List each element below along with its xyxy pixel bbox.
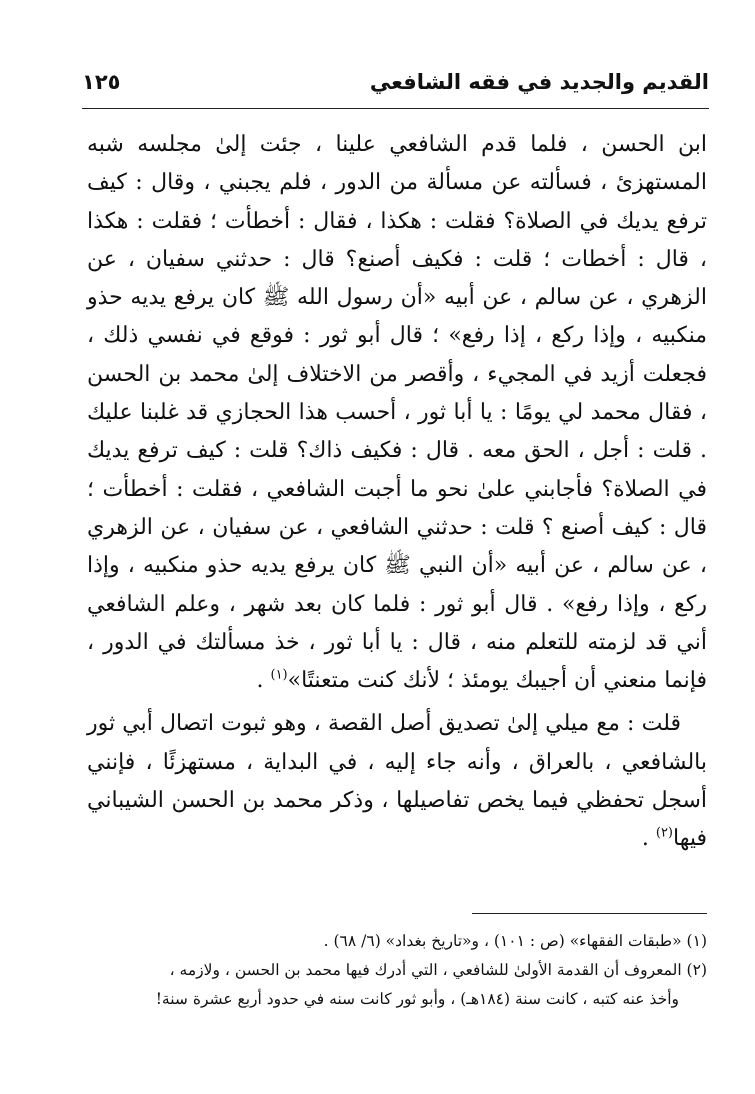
running-title: القديم والجديد في فقه الشافعي	[369, 70, 709, 94]
footnote-ref-1[interactable]: (١)	[270, 667, 288, 683]
paragraph-2-text: قلت : مع ميلي إلىٰ تصديق أصل القصة ، وهو ثبوت اتصال أبي ثور بالشافعي ، بالعراق ، وأنه جاء إليه ، في البداية ، مستهزئًا ، فإنني أسجل تحفظي فيما يخص تفاصيلها ، وذكر محمد بن الحسن الشيباني فيها	[87, 711, 707, 852]
footnote-1: (١) «طبقات الفقهاء» (ص : ١٠١) ، و«تاريخ بغداد» (٦/ ٦٨) .	[323, 932, 707, 950]
running-header	[82, 64, 709, 108]
paragraph-1	[87, 126, 707, 700]
paragraph-2-end: .	[641, 826, 656, 852]
paragraph-2	[87, 705, 707, 858]
footnote-ref-2[interactable]: (٢)	[655, 826, 673, 842]
footnote-separator	[472, 913, 707, 914]
main-text	[87, 126, 707, 859]
footnote-2-line-1: (٢) المعروف أن القدمة الأولىٰ للشافعي ، التي أدرك فيها محمد بن الحسن ، ولازمه ،	[169, 961, 707, 979]
page-number: ١٢٥	[82, 70, 121, 94]
paragraph-1-text: ابن الحسن ، فلما قدم الشافعي علينا ، جئت إلىٰ مجلسه شبه المستهزئ ، فسألته عن مسألة من الدور ، فلم يجبني ، وقال : كيف ترفع يديك في الصلاة؟ فقلت : هكذا ، فقال : أخطأت ؛ فقلت : هكذا ، قال : أخطات ؛ قلت : فكيف أصنع؟ قال : حدثني سفيان ، عن الزهري ، عن سالم ، عن أبيه «أن رسول الله ﷺ كان يرفع يديه حذو منكبيه ، وإذا ركع ، إذا رفع» ؛ قال أبو ثور : فوقع في نفسي ذلك ، فجعلت أزيد في المجيء ، وأقصر من الاختلاف إلىٰ محمد بن الحسن ، فقال محمد لي يومًا : يا أبا ثور ، أحسب هذا الحجازي قد غلبنا عليك . قلت : أجل ، الحق معه . قال : فكيف ذاك؟ قلت : كيف ترفع يديك في الصلاة؟ فأجابني علىٰ نحو ما أجبت الشافعي ، فقلت : أخطأت ؛ قال : كيف أصنع ؟ قلت : حدثني الشافعي ، عن سفيان ، عن الزهري ، عن سالم ، عن أبيه «أن النبي ﷺ كان يرفع يديه حذو منكبيه ، وإذا ركع ، وإذا رفع» . قال أبو ثور : فلما كان بعد شهر ، وعلم الشافعي أني قد لزمته للتعلم منه ، قال : يا أبا ثور ، خذ مسألتك في الدور ، فإنما منعني أن أجيبك يومئذ ؛ لأنك كنت متعنتًا»	[87, 132, 707, 694]
footnotes	[87, 928, 707, 1013]
paragraph-1-end: .	[256, 668, 271, 694]
header-rule	[82, 108, 709, 109]
footnote-2-line-2: وأخذ عنه كتبه ، كانت سنة (١٨٤هـ) ، وأبو ثور كانت سنه في حدود أربع عشرة سنة!	[155, 990, 679, 1008]
